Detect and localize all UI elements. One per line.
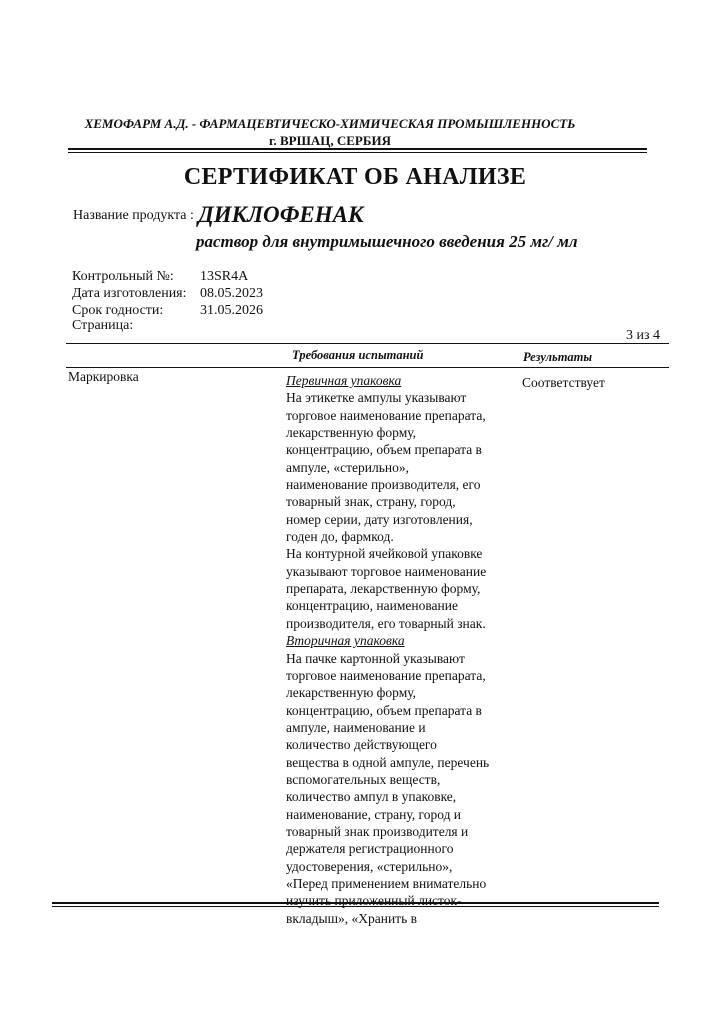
text-line: На контурной ячейковой упаковке xyxy=(286,546,483,562)
results-column-header: Результаты xyxy=(523,350,593,364)
blister-packaging-text xyxy=(286,545,518,632)
primary-packaging-heading: Первичная упаковка xyxy=(286,373,402,388)
text-line: товарный знак производителя и xyxy=(286,823,469,839)
text-line: вещества в одной ампуле, перечень xyxy=(286,754,490,770)
page-label: Страница: xyxy=(72,318,134,333)
product-name: ДИКЛОФЕНАК xyxy=(198,202,364,227)
text-line: лекарственную форму, xyxy=(286,685,417,701)
text-line: «Перед применением внимательно xyxy=(286,875,487,891)
text-line: торговое наименование препарата, xyxy=(286,407,486,423)
text-line: ампуле, «стерильно», xyxy=(286,459,409,475)
product-label: Название продукта : xyxy=(73,208,194,223)
document-title: СЕРТИФИКАТ ОБ АНАЛИЗЕ xyxy=(183,164,527,190)
text-line: держателя регистрационного xyxy=(286,841,454,857)
text-line: ампуле, наименование и xyxy=(286,719,426,735)
result-value: Соответствует xyxy=(522,375,605,390)
text-line: товарный знак, страну, город, xyxy=(286,494,456,510)
text-line: наименование, страну, город и xyxy=(286,806,462,822)
secondary-packaging-text xyxy=(286,650,518,928)
text-line: указывают торговое наименование xyxy=(286,563,487,579)
text-line: концентрацию, наименование xyxy=(286,598,458,614)
control-number-label: Контрольный №: xyxy=(72,269,174,284)
table-header-rule xyxy=(66,367,669,368)
text-line: концентрацию, объем препарата в xyxy=(286,442,482,458)
company-header xyxy=(70,115,590,149)
manufacture-date-label: Дата изготовления: xyxy=(72,286,187,301)
requirements-column-header: Требования испытаний xyxy=(292,348,424,362)
text-line: На этикетке ампулы указывают xyxy=(286,390,467,406)
text-line: вкладыш», «Хранить в xyxy=(286,910,417,926)
row-label-marking: Маркировка xyxy=(68,369,139,384)
text-line: удостоверения, «стерильно», xyxy=(286,858,453,874)
text-line: изучить приложенный листок- xyxy=(286,893,462,909)
manufacture-date-value: 08.05.2023 xyxy=(200,286,263,301)
page-number: 3 из 4 xyxy=(626,328,661,343)
text-line: препарата, лекарственную форму, xyxy=(286,581,481,597)
secondary-packaging-heading: Вторичная упаковка xyxy=(286,633,405,649)
primary-packaging-text xyxy=(286,389,518,545)
expiry-date-value: 31.05.2026 xyxy=(200,303,263,318)
text-line: торговое наименование препарата, xyxy=(286,667,486,683)
text-line: производителя, его товарный знак. xyxy=(286,615,486,631)
product-form: раствор для внутримышечного введения 25 мг/ мл xyxy=(196,232,578,251)
expiry-date-label: Срок годности: xyxy=(72,303,164,318)
company-name: ХЕМОФАРМ А.Д. - ФАРМАЦЕВТИЧЕСКО-ХИМИЧЕСКАЯ ПРОМЫШЛЕННОСТЬ xyxy=(84,116,576,131)
text-line: номер серии, дату изготовления, xyxy=(286,511,473,527)
control-number-value: 13SR4A xyxy=(200,269,249,284)
text-line: количество действующего xyxy=(286,737,437,753)
company-city: г. ВРШАЦ, СЕРБИЯ xyxy=(269,133,391,148)
text-line: годен до, фармкод. xyxy=(286,529,394,545)
text-line: концентрацию, объем препарата в xyxy=(286,702,482,718)
footer-rule xyxy=(52,902,659,907)
text-line: лекарственную форму, xyxy=(286,425,417,441)
meta-rule xyxy=(66,343,669,344)
text-line: наименование производителя, его xyxy=(286,477,481,493)
requirements-cell xyxy=(286,372,518,927)
text-line: количество ампул в упаковке, xyxy=(286,789,457,805)
header-rule xyxy=(68,148,647,153)
text-line: На пачке картонной указывают xyxy=(286,650,465,666)
text-line: вспомогательных веществ, xyxy=(286,771,441,787)
